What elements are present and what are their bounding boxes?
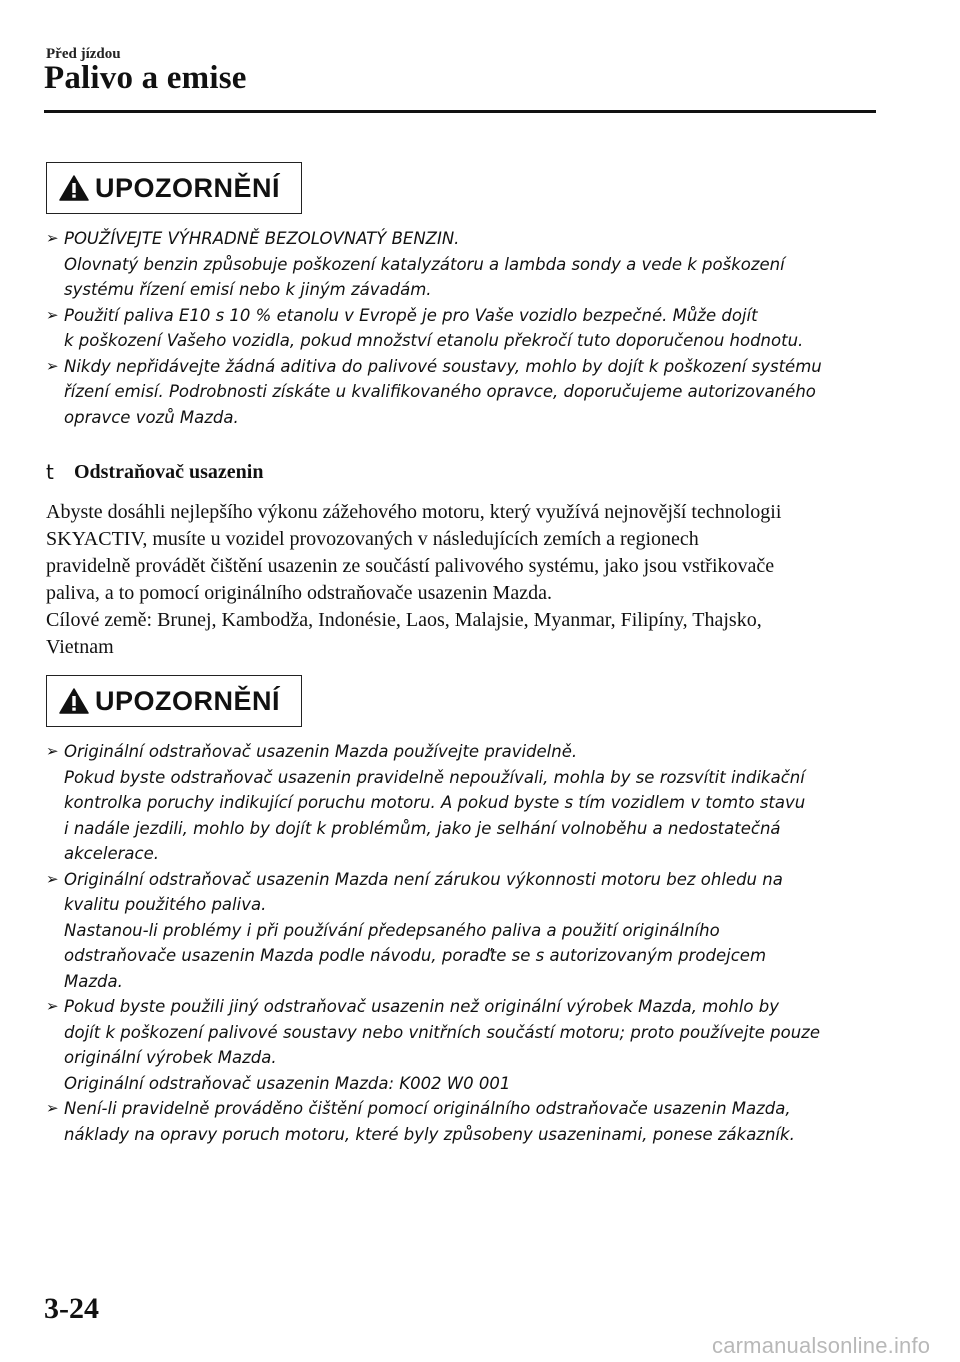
caution-line: Použití paliva E10 s 10 % etanolu v Evropě je pro Vaše vozidlo bezpečné. Může dojít	[64, 305, 758, 325]
caution-list-1	[46, 226, 876, 430]
paragraph-line: Cílové země: Brunej, Kambodža, Indonésie, Laos, Malajsie, Myanmar, Filipíny, Thajsko,	[46, 609, 762, 631]
caution-line: systému řízení emisí nebo k jiným závadám.	[64, 280, 432, 299]
caution-line: kontrolka poruchy indikující poruchu motoru. A pokud byste s tím vozidlem v tomto stavu	[64, 793, 806, 812]
warning-triangle-icon	[59, 174, 89, 202]
caution-line: Pokud byste použili jiný odstraňovač usazenin než originální výrobek Mazda, mohlo by	[64, 997, 779, 1016]
arrow-bullet-icon: ➢	[46, 742, 59, 760]
caution-line: Nikdy nepřidávejte žádná aditiva do palivové soustavy, mohlo by dojít k poškození systému	[64, 356, 822, 376]
caution-line: Mazda.	[64, 971, 123, 991]
arrow-bullet-icon: ➢	[46, 997, 59, 1015]
caution-line: POUŽÍVEJTE VÝHRADNĚ BEZOLOVNATÝ BENZIN.	[64, 229, 460, 248]
paragraph-line: pravidelně provádět čištění usazenin ze součástí palivového systému, jako jsou vstřikovače	[46, 555, 775, 577]
section-marker: t	[46, 460, 54, 484]
caution-line: dojít k poškození palivové soustavy nebo vnitřních součástí motoru; proto používejte pouze	[64, 1022, 820, 1042]
arrow-bullet-icon: ➢	[46, 229, 59, 247]
caution-line: Nastanou-li problémy i při používání předepsaného paliva a použití originálního	[64, 920, 720, 940]
caution-line: kvalitu použitého paliva.	[64, 895, 267, 914]
caution-line: originální výrobek Mazda.	[64, 1048, 277, 1067]
arrow-bullet-icon: ➢	[46, 356, 59, 375]
arrow-bullet-icon: ➢	[46, 869, 59, 888]
paragraph-line: Abyste dosáhli nejlepšího výkonu zážehového motoru, který využívá nejnovější technologii	[46, 501, 782, 523]
caution-line: Olovnatý benzin způsobuje poškození katalyzátoru a lambda sondy a vede k poškození	[64, 254, 785, 274]
caution-item	[46, 867, 876, 995]
paragraph-line: SKYACTIV, musíte u vozidel provozovaných v následujících zemích a regionech	[46, 528, 699, 550]
title-divider	[44, 110, 876, 113]
arrow-bullet-icon: ➢	[46, 305, 59, 324]
caution-line: opravce vozů Mazda.	[64, 407, 239, 427]
caution-item	[46, 226, 876, 303]
section-paragraph	[46, 499, 876, 661]
paragraph-line: Vietnam	[46, 636, 114, 658]
breadcrumb: Před jízdou	[46, 46, 121, 62]
caution-line: Originální odstraňovač usazenin Mazda není zárukou výkonnosti motoru bez ohledu na	[64, 869, 783, 889]
arrow-bullet-icon: ➢	[46, 1099, 59, 1117]
caution-line: akcelerace.	[64, 844, 159, 863]
caution-line: k poškození Vašeho vozidla, pokud množství etanolu překročí tuto doporučenou hodnotu.	[64, 331, 804, 350]
caution-item	[46, 1096, 876, 1147]
warning-triangle-icon	[59, 687, 89, 715]
caution-item	[46, 739, 876, 867]
caution-line: řízení emisí. Podrobnosti získáte u kvalifikovaného opravce, doporučujeme autorizovaného	[64, 382, 816, 401]
caution-line: odstraňovače usazenin Mazda podle návodu, poraďte se s autorizovaným prodejcem	[64, 946, 767, 965]
watermark: carmanualsonline.info	[712, 1333, 931, 1358]
paragraph-line: paliva, a to pomocí originálního odstraňovače usazenin Mazda.	[46, 582, 552, 604]
caution-item	[46, 994, 876, 1096]
caution-item	[46, 354, 876, 431]
caution-line: Originální odstraňovač usazenin Mazda: K002 W0 001	[64, 1073, 511, 1093]
caution-box-1	[46, 162, 302, 214]
caution-line: i nadále jezdili, mohlo by dojít k problémům, jako je selhání volnoběhu a nedostatečná	[64, 818, 781, 838]
page-title: Palivo a emise	[44, 60, 247, 96]
page-number: 3-24	[44, 1292, 99, 1325]
caution-line: náklady na opravy poruch motoru, které byly způsobeny usazeninami, ponese zákazník.	[64, 1124, 795, 1144]
caution-label: UPOZORNĚNÍ	[95, 172, 281, 203]
caution-line: Originální odstraňovač usazenin Mazda používejte pravidelně.	[64, 742, 578, 761]
caution-line: Pokud byste odstraňovač usazenin pravidelně nepoužívali, mohla by se rozsvítit indikační	[64, 767, 805, 787]
caution-item	[46, 303, 876, 354]
caution-line: Není-li pravidelně prováděno čištění pomocí originálního odstraňovače usazenin Mazda,	[64, 1099, 791, 1118]
caution-box-2	[46, 675, 302, 727]
caution-list-2	[46, 739, 876, 1147]
section-heading-text: Odstraňovač usazenin	[74, 460, 264, 483]
caution-label: UPOZORNĚNÍ	[95, 685, 281, 716]
section-heading	[46, 460, 263, 484]
